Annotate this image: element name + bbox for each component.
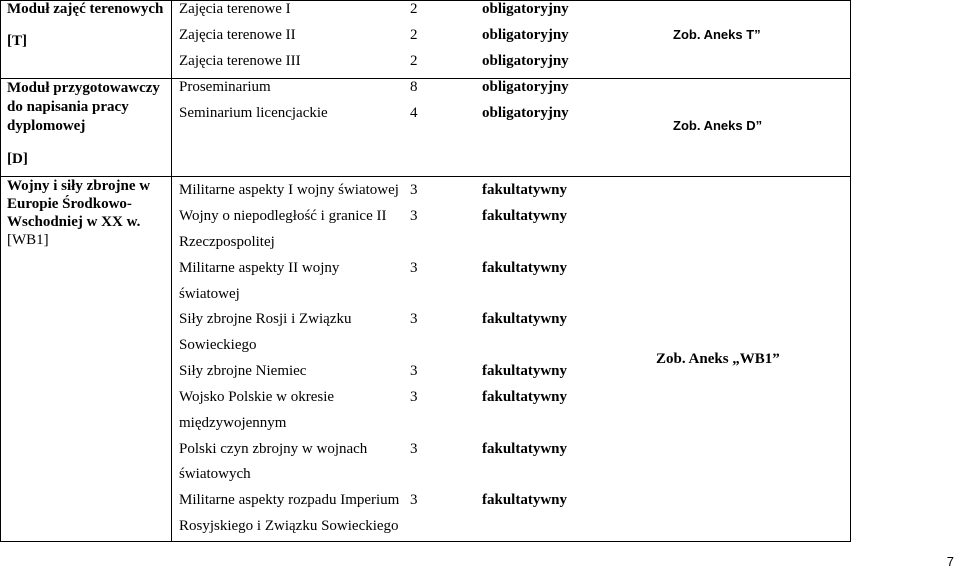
course-type: obligatoryjny bbox=[482, 27, 569, 43]
table-border-left bbox=[0, 0, 1, 542]
course-hours: 3 bbox=[410, 441, 418, 457]
module-title: Moduł zajęć terenowych bbox=[7, 1, 164, 17]
table-border-right bbox=[850, 0, 851, 542]
course-hours: 3 bbox=[410, 208, 418, 224]
course-name: Proseminarium bbox=[179, 79, 271, 95]
course-hours: 2 bbox=[410, 27, 418, 43]
module-title: Wojny i siły zbrojne w bbox=[7, 178, 151, 194]
course-type: fakultatywny bbox=[482, 363, 568, 379]
course-hours: 3 bbox=[410, 363, 418, 379]
course-name: Zajęcia terenowe II bbox=[179, 27, 296, 43]
course-type: fakultatywny bbox=[482, 389, 568, 405]
module-title: Moduł przygotowawczy bbox=[7, 80, 160, 96]
annex-reference: Zob. Aneks „WB1” bbox=[656, 351, 780, 367]
course-hours: 3 bbox=[410, 182, 418, 198]
module-code: [WB1] bbox=[7, 232, 49, 248]
course-hours: 2 bbox=[410, 1, 418, 17]
course-type: obligatoryjny bbox=[482, 53, 569, 69]
course-name-cont: Sowieckiego bbox=[179, 337, 257, 353]
course-type: obligatoryjny bbox=[482, 1, 569, 17]
course-name: Siły zbrojne Niemiec bbox=[179, 363, 307, 379]
course-name: Militarne aspekty rozpadu Imperium bbox=[179, 492, 400, 508]
course-type: fakultatywny bbox=[482, 311, 568, 327]
course-hours: 4 bbox=[410, 105, 418, 121]
course-hours: 3 bbox=[410, 260, 418, 276]
annex-reference: Zob. Aneks T” bbox=[673, 27, 761, 42]
course-name: Wojny o niepodległość i granice II bbox=[179, 208, 387, 224]
module-title: Wschodniej w XX w. bbox=[7, 214, 141, 230]
course-name-cont: Rzeczpospolitej bbox=[179, 234, 275, 250]
course-name: Zajęcia terenowe I bbox=[179, 1, 291, 17]
course-name-cont: międzywojennym bbox=[179, 415, 287, 431]
course-hours: 3 bbox=[410, 311, 418, 327]
course-name: Siły zbrojne Rosji i Związku bbox=[179, 311, 352, 327]
column-divider bbox=[171, 0, 172, 542]
course-name-cont: Rosyjskiego i Związku Sowieckiego bbox=[179, 518, 399, 534]
course-name: Zajęcia terenowe III bbox=[179, 53, 301, 69]
course-name: Wojsko Polskie w okresie bbox=[179, 389, 335, 405]
module-title: do napisania pracy bbox=[7, 99, 129, 115]
course-hours: 8 bbox=[410, 79, 418, 95]
course-type: fakultatywny bbox=[482, 208, 568, 224]
module-title: dyplomowej bbox=[7, 118, 86, 134]
module-code: [T] bbox=[7, 33, 27, 49]
page-number: 7 bbox=[946, 554, 954, 569]
annex-reference: Zob. Aneks D” bbox=[673, 118, 763, 133]
course-type: fakultatywny bbox=[482, 182, 568, 198]
course-type: fakultatywny bbox=[482, 492, 568, 508]
course-type: fakultatywny bbox=[482, 441, 568, 457]
course-name-cont: światowej bbox=[179, 286, 240, 302]
course-name-cont: światowych bbox=[179, 466, 251, 482]
module-code: [D] bbox=[7, 151, 28, 167]
course-name: Militarne aspekty I wojny światowej bbox=[179, 182, 399, 198]
table-border-bottom bbox=[0, 541, 851, 542]
course-name: Seminarium licencjackie bbox=[179, 105, 328, 121]
module-title: Europie Środkowo- bbox=[7, 196, 132, 212]
course-type: fakultatywny bbox=[482, 260, 568, 276]
course-type: obligatoryjny bbox=[482, 105, 569, 121]
course-name: Polski czyn zbrojny w wojnach bbox=[179, 441, 368, 457]
course-type: obligatoryjny bbox=[482, 79, 569, 95]
course-name: Militarne aspekty II wojny bbox=[179, 260, 340, 276]
course-hours: 3 bbox=[410, 389, 418, 405]
course-hours: 3 bbox=[410, 492, 418, 508]
course-hours: 2 bbox=[410, 53, 418, 69]
